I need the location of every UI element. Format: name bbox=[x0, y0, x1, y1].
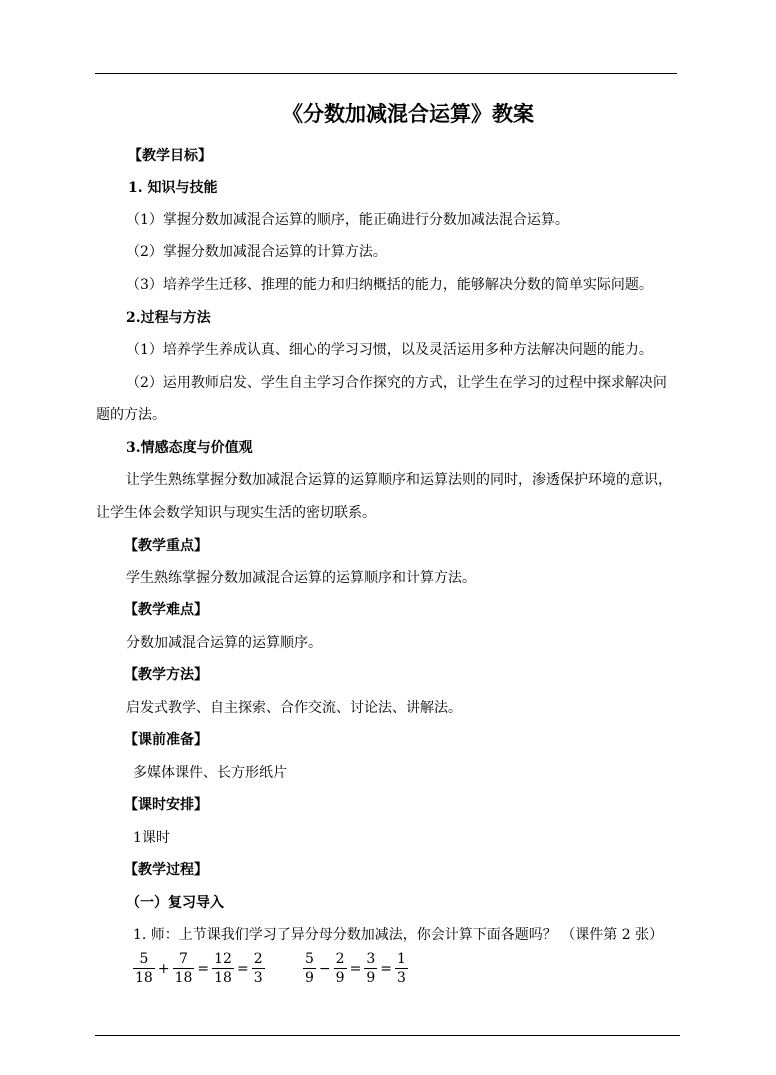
equals-sign: = bbox=[197, 960, 210, 977]
emotion-heading: 3.情感态度与价值观 bbox=[126, 440, 253, 456]
header-rule bbox=[95, 73, 677, 74]
fraction: $\frac{7}{18}$ bbox=[174, 951, 193, 986]
emotion-text-cont: 让学生体会数学知识与现实生活的密切联系。 bbox=[96, 505, 376, 521]
teaching-process-heading: 【教学过程】 bbox=[124, 862, 208, 878]
review-heading: （一）复习导入 bbox=[126, 895, 224, 911]
fraction: $\frac{5}{9}$ bbox=[305, 951, 314, 986]
question-1: 1. 师：上节课我们学习了异分母分数加减法，你会计算下面各题吗？ （课件第 2 张） bbox=[133, 927, 664, 943]
knowledge-item-2: （2）掌握分数加减混合运算的计算方法。 bbox=[126, 244, 387, 260]
method-heading: 【教学方法】 bbox=[124, 667, 208, 683]
process-item-2: （2）运用教师启发、学生自主学习合作探究的方式，让学生在学习的过程中探求解决问 bbox=[126, 375, 667, 391]
process-heading: 2.过程与方法 bbox=[126, 310, 211, 326]
footer-rule bbox=[95, 1035, 680, 1036]
key-points-heading: 【教学重点】 bbox=[124, 538, 208, 554]
preparation-heading: 【课前准备】 bbox=[124, 732, 208, 748]
equals-sign: = bbox=[349, 960, 362, 977]
fraction: $\frac{2}{3}$ bbox=[253, 951, 263, 986]
preparation-text: 多媒体课件、长方形纸片 bbox=[133, 765, 287, 781]
fraction: $\frac{2}{9}$ bbox=[335, 951, 345, 986]
knowledge-heading: 1. 知识与技能 bbox=[128, 180, 218, 196]
schedule-heading: 【课时安排】 bbox=[124, 797, 208, 813]
difficulty-text: 分数加减混合运算的运算顺序。 bbox=[126, 635, 322, 651]
knowledge-item-3: （3）培养学生迁移、推理的能力和归纳概括的能力，能够解决分数的简单实际问题。 bbox=[126, 277, 653, 293]
equation-1 bbox=[132, 950, 266, 987]
operator: − bbox=[318, 960, 331, 977]
equation-2 bbox=[302, 950, 409, 987]
fraction: $\frac{1}{3}$ bbox=[396, 951, 406, 986]
schedule-text: 1课时 bbox=[133, 830, 170, 846]
emotion-text: 让学生熟练掌握分数加减混合运算的运算顺序和运算法则的同时，渗透保护环境的意识， bbox=[126, 472, 672, 488]
equals-sign: = bbox=[236, 960, 249, 977]
method-text: 启发式教学、自主探索、合作交流、讨论法、讲解法。 bbox=[126, 700, 462, 716]
process-item-1: （1）培养学生养成认真、细心的学习习惯，以及灵活运用多种方法解决问题的能力。 bbox=[126, 342, 653, 358]
operator: + bbox=[157, 960, 170, 977]
fraction: $\frac{5}{18}$ bbox=[135, 951, 153, 986]
teaching-goal-heading: 【教学目标】 bbox=[128, 148, 212, 164]
fraction: $\frac{12}{18}$ bbox=[214, 951, 232, 986]
equals-sign: = bbox=[380, 960, 392, 977]
process-item-2-cont: 题的方法。 bbox=[96, 407, 166, 423]
document-title: 《分数加减混合运算》教案 bbox=[282, 101, 534, 126]
difficulty-heading: 【教学难点】 bbox=[124, 602, 208, 618]
key-points-text: 学生熟练掌握分数加减混合运算的运算顺序和计算方法。 bbox=[126, 570, 476, 586]
knowledge-item-1: （1）掌握分数加减混合运算的顺序，能正确进行分数加减法混合运算。 bbox=[126, 212, 569, 228]
fraction: $\frac{3}{9}$ bbox=[366, 951, 376, 986]
